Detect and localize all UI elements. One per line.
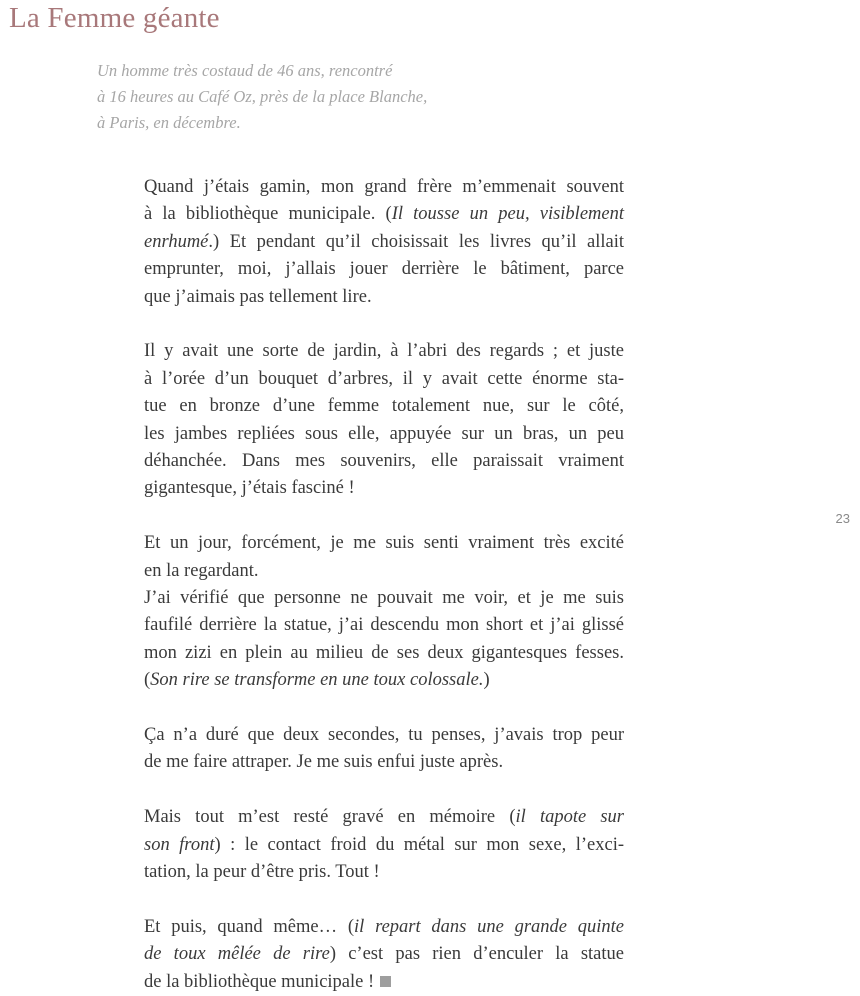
text-line xyxy=(144,201,624,228)
text-line: faufilé derrière la statue, j’ai descendu mon short et j’ai glissé xyxy=(144,615,624,636)
text-line: que j’aimais pas tellement lire. xyxy=(144,286,372,307)
stage-direction: il tapote sur xyxy=(515,807,625,828)
intro-line: Un homme très costaud de 46 ans, rencontré xyxy=(97,61,393,80)
page-title: La Femme géante xyxy=(9,2,220,34)
text-run: ( xyxy=(144,670,151,691)
text-line: Ça n’a duré que deux secondes, tu penses, j’avais trop peur xyxy=(144,725,624,746)
text-line: à l’orée d’un bouquet d’arbres, il y avait cette énorme sta- xyxy=(144,368,624,389)
text-run: Et puis, quand même… ( xyxy=(144,916,355,937)
intro-line: à 16 heures au Café Oz, près de la place Blanche, xyxy=(97,87,428,106)
intro-line: à Paris, en décembre. xyxy=(97,113,241,132)
paragraph-3 xyxy=(144,530,624,585)
paragraph-4 xyxy=(144,585,624,695)
text-line: déhanchée. Dans mes souvenirs, elle paraissait vraiment xyxy=(144,451,624,472)
paragraph-5 xyxy=(144,722,624,777)
text-run: .) Et pendant qu’il choisissait les livres qu’il allait xyxy=(208,231,624,252)
text-run: Mais tout m’est resté gravé en mémoire ( xyxy=(144,807,516,828)
text-run: à la bibliothèque municipale. ( xyxy=(144,204,392,225)
text-line: Quand j’étais gamin, mon grand frère m’emmenait souvent xyxy=(144,177,624,197)
stage-direction: son front xyxy=(144,834,215,855)
paragraph-6 xyxy=(144,804,624,886)
text-line xyxy=(144,832,624,859)
text-line: tation, la peur d’être pris. Tout ! xyxy=(144,862,380,883)
text-line: emprunter, moi, j’allais jouer derrière le bâtiment, parce xyxy=(144,259,624,280)
paragraph-1 xyxy=(144,174,624,311)
end-of-article-square-icon xyxy=(380,976,391,987)
text-line xyxy=(144,667,624,694)
text-run: ) xyxy=(483,670,490,691)
paragraph-2 xyxy=(144,338,624,502)
text-line: mon zizi en plein au milieu de ses deux gigantesques fesses. xyxy=(144,642,624,663)
text-line: en la regardant. xyxy=(144,560,259,581)
text-run: de la bibliothèque municipale ! xyxy=(144,971,375,992)
stage-direction: de toux mêlée de rire xyxy=(144,944,330,965)
story-body xyxy=(144,174,624,996)
stage-direction: il repart dans une grande quinte xyxy=(354,916,624,937)
text-line xyxy=(144,941,624,968)
paragraph-7 xyxy=(144,914,624,996)
text-line xyxy=(144,804,624,831)
text-line xyxy=(144,969,624,996)
intro-description xyxy=(97,58,517,136)
text-line xyxy=(144,229,624,256)
text-line: tue en bronze d’une femme totalement nue, sur le côté, xyxy=(144,396,624,417)
text-line: J’ai vérifié que personne ne pouvait me voir, et je me suis xyxy=(144,588,624,609)
page-number: 23 xyxy=(835,511,850,526)
text-line: de me faire attraper. Je me suis enfui juste après. xyxy=(144,752,504,773)
text-line: les jambes repliées sous elle, appuyée sur un bras, un peu xyxy=(144,423,624,444)
text-line xyxy=(144,914,624,941)
text-line: Il y avait une sorte de jardin, à l’abri des regards ; et juste xyxy=(144,341,624,362)
stage-direction: enrhumé xyxy=(144,231,209,252)
stage-direction: Son rire se transforme en une toux colossale. xyxy=(150,670,484,691)
text-line: gigantesque, j’étais fasciné ! xyxy=(144,478,355,499)
text-run: ) : le contact froid du métal sur mon sexe, l’exci- xyxy=(214,834,625,855)
text-line: Et un jour, forcément, je me suis senti vraiment très excité xyxy=(144,533,624,554)
text-run: ) c’est pas rien d’enculer la statue xyxy=(329,944,624,965)
stage-direction: Il tousse un peu, visiblement xyxy=(391,204,624,225)
